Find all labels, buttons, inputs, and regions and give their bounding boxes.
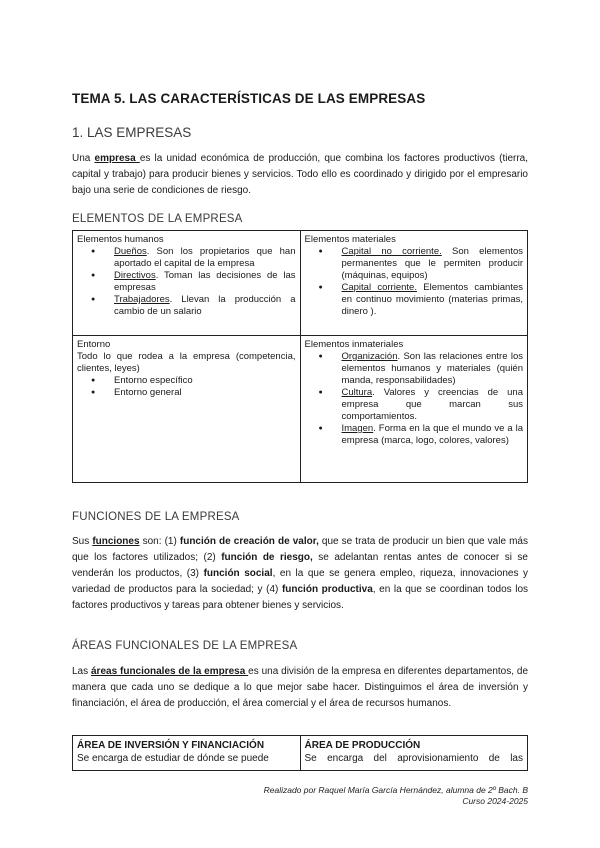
list-item: ● Imagen. Forma en la que el mundo ve a la empresa (marca, logo, colores, valores) [342, 423, 524, 447]
cell-humanos [73, 231, 301, 336]
cell-area-produccion [300, 736, 528, 771]
list-item: ● Directivos. Toman las decisiones de las empresas [114, 270, 296, 294]
area-inversion-title: ÁREA DE INVERSIÓN Y FINANCIACIÓN [77, 740, 265, 751]
term-empresa: empresa [94, 153, 140, 164]
list-item: ● Organización. Son las relaciones entre los elementos humanos y materiales (quién manda, responsabilidades) [342, 351, 524, 387]
area-inversion-text: Se encarga de estudiar de dónde se puede [77, 753, 269, 764]
humanos-title: Elementos humanos [77, 234, 164, 245]
inmateriales-list [305, 351, 524, 447]
intro-paragraph: Una empresa es la unidad económica de producción, que combina los factores productivos (tierra, capital y trabajo) para producir bienes y servicios. Todo ello es coordinado y dirigido por el empresario bajo una serie de condiciones de riesgo. [72, 153, 529, 196]
page-footer [264, 785, 528, 807]
elementos-table [72, 230, 528, 483]
entorno-list [77, 375, 296, 399]
list-item: ● Capital no corriente. Son elementos permanentes que le permiten producir (máquinas, equipos) [342, 246, 524, 282]
entorno-desc: Todo lo que rodea a la empresa (competencia, clientes, leyes) [77, 351, 296, 374]
cell-area-inversion [73, 736, 301, 771]
funciones-heading: FUNCIONES DE LA EMPRESA [72, 511, 240, 523]
area-produccion-text: Se encarga del aprovisionamiento de las [304, 753, 523, 764]
materiales-title: Elementos materiales [304, 234, 396, 245]
section-heading-empresas: 1. LAS EMPRESAS [72, 125, 192, 140]
list-item: ● Trabajadores. Llevan la producción a cambio de un salario [114, 294, 296, 318]
list-item: ● Cultura. Valores y creencias de una empresa que marcan sus comportamientos. [342, 387, 524, 423]
area-produccion-title: ÁREA DE PRODUCCIÓN [304, 740, 421, 751]
footer-course: Curso 2024-2025 [462, 796, 528, 806]
materiales-list [305, 246, 524, 318]
list-item: ● Entorno general [114, 387, 296, 399]
humanos-list [77, 246, 296, 318]
page-title: TEMA 5. LAS CARACTERÍSTICAS DE LAS EMPRESAS [72, 91, 426, 106]
elementos-heading: ELEMENTOS DE LA EMPRESA [72, 213, 243, 225]
cell-inmateriales [300, 336, 528, 483]
funciones-paragraph: Sus funciones son: (1) función de creación de valor, que se trata de producir un bien que vale más que los factores utilizados; (2) función de riesgo, se adelantan rentas antes de conocer si se venderán los productos, (3) función social, en la que se genera empleo, riqueza, innovaciones y variedad de productos para la sociedad; y (4) función productiva, en la que se coordinan todos los factores productivos y tareas para obtener bienes y servicios. [72, 536, 529, 611]
areas-paragraph: Las áreas funcionales de la empresa es una división de la empresa en diferentes departamentos, de manera que cada uno se dedique a lo que mejor sabe hacer. Distinguimos el área de inversión y financiación, el área de producción, el área comercial y el área de recursos humanos. [72, 666, 529, 709]
list-item: ● Capital corriente. Elementos cambiantes en continuo movimiento (materias primas, dinero ). [342, 282, 524, 318]
footer-author: Realizado por Raquel María García Hernández, alumna de 2º Bach. B [263, 785, 528, 795]
areas-heading: ÁREAS FUNCIONALES DE LA EMPRESA [72, 640, 298, 652]
areas-table [72, 735, 528, 771]
inmateriales-title: Elementos inmateriales [304, 339, 404, 350]
list-item: ● Dueños. Son los propietarios que han aportado el capital de la empresa [114, 246, 296, 270]
entorno-title: Entorno [77, 339, 111, 350]
cell-materiales [300, 231, 528, 336]
list-item: ● Entorno específico [114, 375, 296, 387]
cell-entorno [73, 336, 301, 483]
